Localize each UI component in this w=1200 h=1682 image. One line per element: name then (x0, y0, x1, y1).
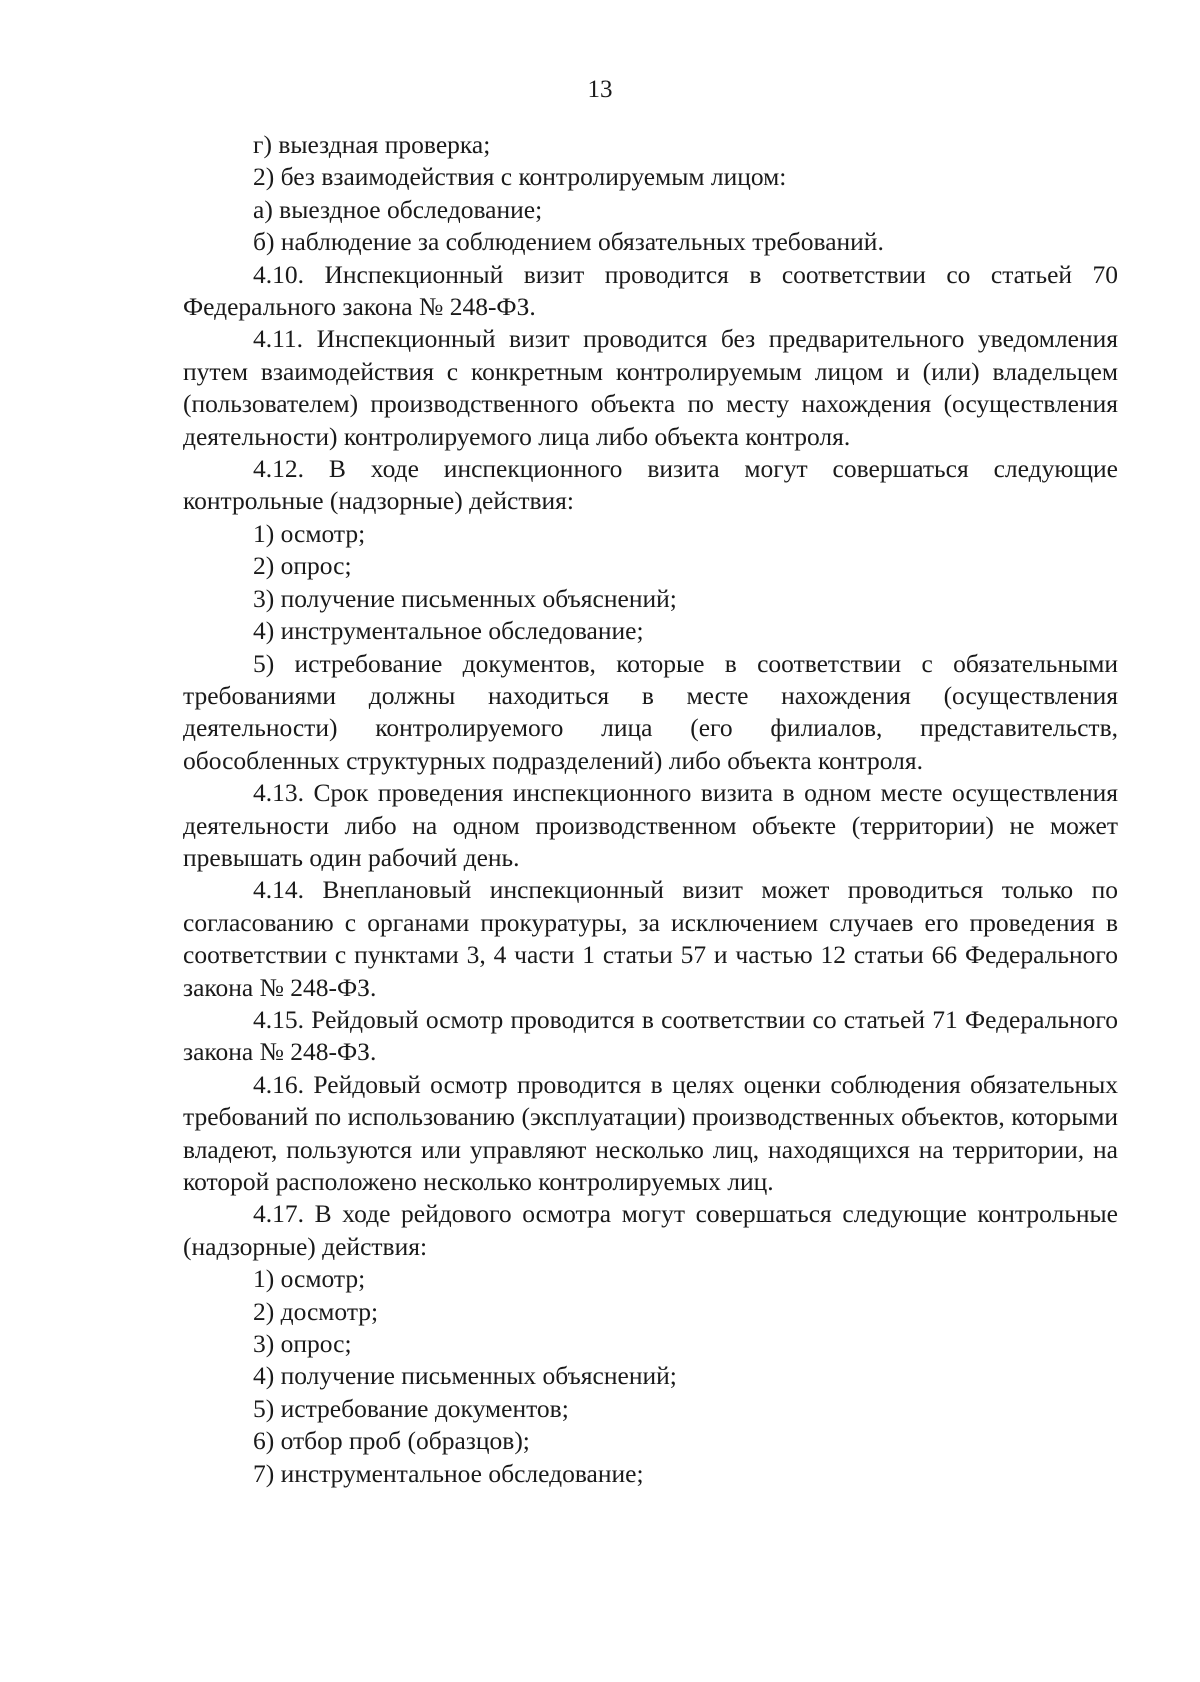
list-item: 1) осмотр; (253, 518, 366, 548)
paragraph-4-10: 4.10. Инспекционный визит проводится в соответствии со статьей 70 Федерального закона № 248-ФЗ. (183, 259, 1118, 322)
paragraph-4-16: 4.16. Рейдовый осмотр проводится в целях оценки соблюдения обязательных требований по использованию (эксплуатации) производственных объектов, которыми владеют, пользуются или управляют несколько лиц, находящихся на территории, на которой расположено несколько контролируемых лиц. (183, 1069, 1118, 1196)
paragraph-4-11: 4.11. Инспекционный визит проводится без предварительного уведомления путем взаимодействия с конкретным контролируемым лицом и (или) владельцем (пользователем) производственного объекта по месту нахождения (осуществления деятельности) контролируемого лица либо объекта контроля. (183, 324, 1118, 451)
list-item: 4) инструментальное обследование; (253, 616, 644, 646)
list-item: 5) истребование документов; (253, 1393, 569, 1423)
paragraph-4-12: 4.12. В ходе инспекционного визита могут совершаться следующие контрольные (надзорные) действия: (183, 454, 1118, 516)
page-number: 13 (587, 76, 613, 103)
paragraph: а) выездное обследование; (253, 194, 543, 224)
paragraph: г) выездная проверка; (253, 130, 491, 159)
paragraph-4-17: 4.17. В ходе рейдового осмотра могут совершаться следующие контрольные (надзорные) действия: (183, 1199, 1118, 1261)
list-item: 3) получение письменных объяснений; (253, 583, 677, 613)
list-item: 7) инструментальное обследование; (253, 1458, 644, 1488)
paragraph: 2) без взаимодействия с контролируемым лицом: (253, 162, 787, 192)
list-item: 2) опрос; (253, 551, 352, 581)
paragraph-4-14: 4.14. Внеплановый инспекционный визит может проводиться только по согласованию с органами прокуратуры, за исключением случаев его проведения в соответствии с пунктами 3, 4 части 1 статьи 57 и частью 12 статьи 66 Федерального закона № 248-ФЗ. (183, 875, 1118, 1002)
paragraph-4-13: 4.13. Срок проведения инспекционного визита в одном месте осуществления деятельности либо на одном производственном объекте (территории) не может превышать один рабочий день. (183, 778, 1118, 872)
list-item: 4) получение письменных объяснений; (253, 1361, 677, 1391)
list-item: 6) отбор проб (образцов); (253, 1426, 530, 1456)
paragraph: б) наблюдение за соблюдением обязательных требований. (253, 227, 884, 257)
document-body (183, 129, 1118, 1490)
paragraph-4-15: 4.15. Рейдовый осмотр проводится в соответствии со статьей 71 Федерального закона № 248-ФЗ. (183, 1004, 1118, 1067)
list-item: 2) досмотр; (253, 1296, 379, 1326)
list-item: 5) истребование документов, которые в соответствии с обязательными требованиями должны находиться в месте нахождения (осуществления деятельности) контролируемого лица (его филиалов, представительств, обособленных структурных подразделений) либо объекта контроля. (183, 648, 1118, 775)
list-item: 3) опрос; (253, 1329, 352, 1359)
list-item: 1) осмотр; (253, 1264, 366, 1294)
